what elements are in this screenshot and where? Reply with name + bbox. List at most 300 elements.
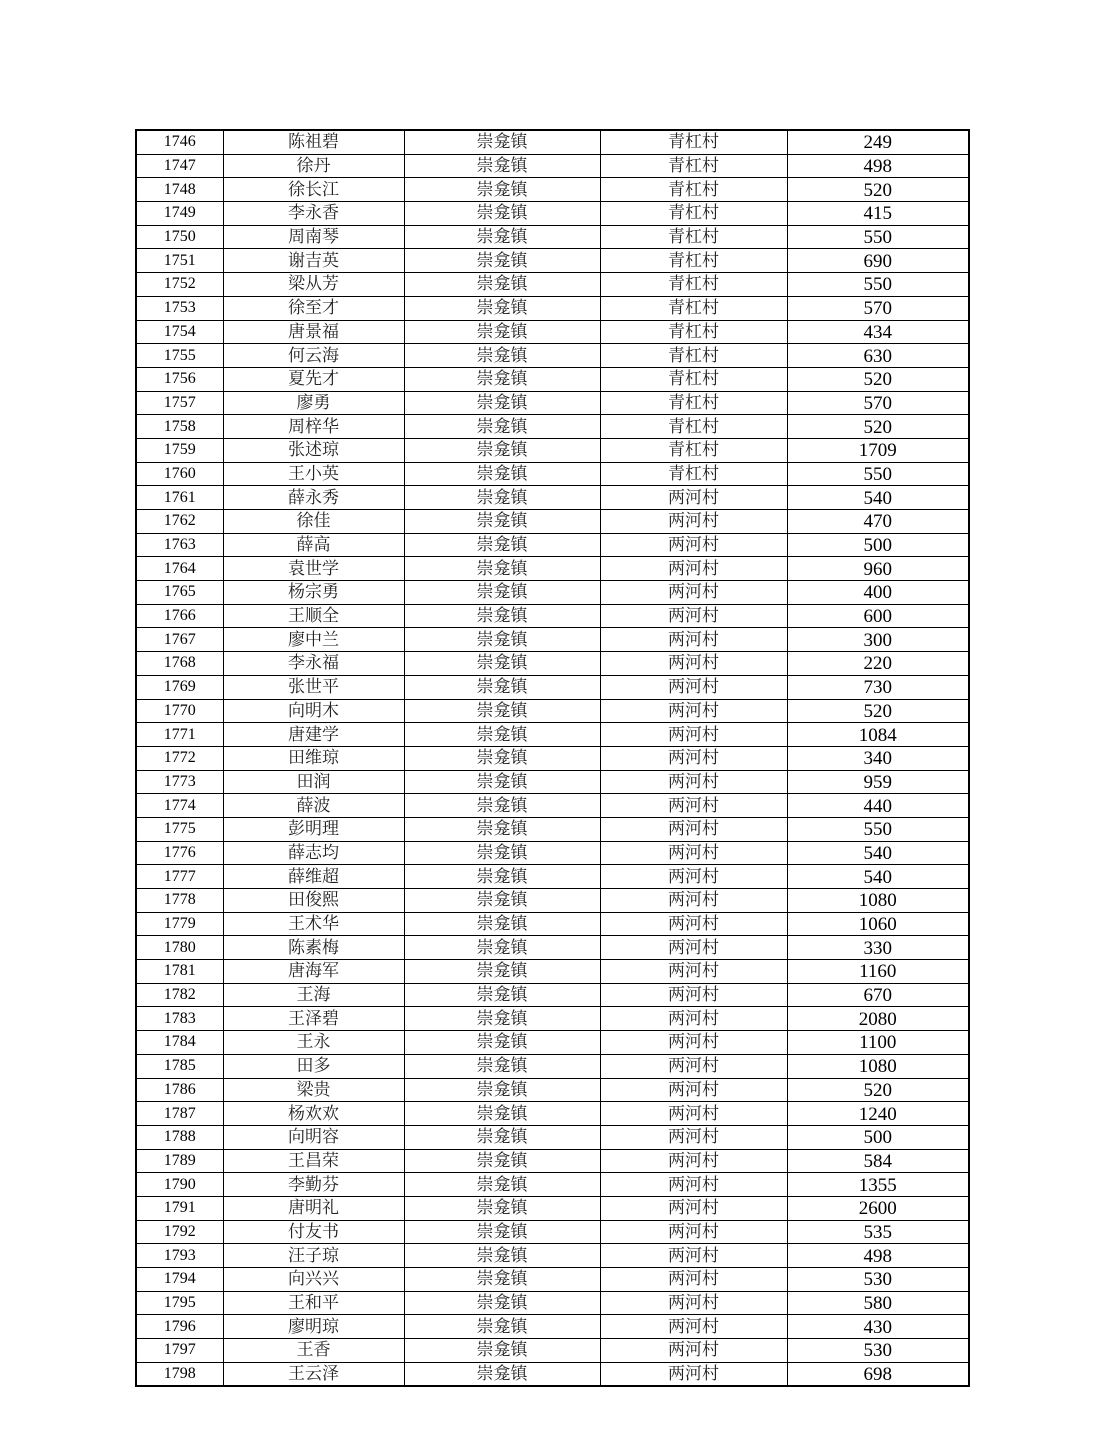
cell-town: 崇龛镇 [404,462,600,486]
cell-amount: 530 [787,1268,969,1292]
table-row [136,723,969,747]
cell-amount: 630 [787,344,969,368]
cell-town: 崇龛镇 [404,936,600,960]
cell-town: 崇龛镇 [404,675,600,699]
cell-village: 两河村 [600,865,787,889]
cell-amount: 580 [787,1291,969,1315]
cell-town: 崇龛镇 [404,1125,600,1149]
cell-number: 1747 [136,154,223,178]
table-row [136,912,969,936]
cell-town: 崇龛镇 [404,983,600,1007]
cell-number: 1766 [136,604,223,628]
cell-number: 1779 [136,912,223,936]
cell-town: 崇龛镇 [404,273,600,297]
cell-name: 薛志均 [223,841,404,865]
cell-town: 崇龛镇 [404,1220,600,1244]
table-row [136,865,969,889]
cell-amount: 670 [787,983,969,1007]
cell-amount: 540 [787,486,969,510]
table-row [136,1268,969,1292]
cell-village: 两河村 [600,1244,787,1268]
cell-amount: 550 [787,817,969,841]
cell-town: 崇龛镇 [404,746,600,770]
cell-name: 汪子琼 [223,1244,404,1268]
table-row [136,202,969,226]
cell-name: 廖勇 [223,391,404,415]
cell-village: 两河村 [600,841,787,865]
cell-town: 崇龛镇 [404,841,600,865]
table-row [136,746,969,770]
cell-village: 两河村 [600,723,787,747]
cell-amount: 550 [787,225,969,249]
cell-name: 向明容 [223,1125,404,1149]
cell-number: 1790 [136,1173,223,1197]
cell-village: 两河村 [600,960,787,984]
cell-name: 张述琼 [223,438,404,462]
cell-number: 1752 [136,273,223,297]
cell-amount: 584 [787,1149,969,1173]
cell-village: 两河村 [600,1315,787,1339]
table-row [136,249,969,273]
cell-village: 两河村 [600,770,787,794]
cell-village: 两河村 [600,675,787,699]
cell-amount: 520 [787,178,969,202]
cell-amount: 530 [787,1339,969,1363]
cell-number: 1751 [136,249,223,273]
cell-village: 青杠村 [600,344,787,368]
cell-village: 两河村 [600,794,787,818]
cell-amount: 570 [787,296,969,320]
cell-number: 1754 [136,320,223,344]
table-row [136,273,969,297]
table-row [136,1031,969,1055]
cell-name: 薛维超 [223,865,404,889]
cell-amount: 960 [787,557,969,581]
table-row [136,1078,969,1102]
cell-name: 唐明礼 [223,1196,404,1220]
cell-town: 崇龛镇 [404,628,600,652]
cell-name: 王昌荣 [223,1149,404,1173]
cell-amount: 540 [787,865,969,889]
cell-number: 1791 [136,1196,223,1220]
cell-name: 王小英 [223,462,404,486]
cell-name: 梁贵 [223,1078,404,1102]
cell-name: 唐海军 [223,960,404,984]
cell-village: 两河村 [600,1362,787,1386]
cell-number: 1789 [136,1149,223,1173]
cell-amount: 249 [787,130,969,154]
cell-number: 1793 [136,1244,223,1268]
cell-number: 1786 [136,1078,223,1102]
cell-number: 1781 [136,960,223,984]
cell-amount: 340 [787,746,969,770]
cell-village: 两河村 [600,652,787,676]
cell-number: 1753 [136,296,223,320]
table-row [136,1362,969,1386]
cell-name: 王和平 [223,1291,404,1315]
cell-name: 王云泽 [223,1362,404,1386]
table-row [136,320,969,344]
cell-name: 薛高 [223,533,404,557]
cell-town: 崇龛镇 [404,794,600,818]
cell-number: 1763 [136,533,223,557]
cell-number: 1788 [136,1125,223,1149]
cell-amount: 570 [787,391,969,415]
cell-town: 崇龛镇 [404,770,600,794]
cell-village: 两河村 [600,604,787,628]
cell-number: 1761 [136,486,223,510]
cell-name: 王永 [223,1031,404,1055]
cell-number: 1756 [136,367,223,391]
cell-town: 崇龛镇 [404,154,600,178]
table-row [136,960,969,984]
cell-name: 王术华 [223,912,404,936]
cell-amount: 1084 [787,723,969,747]
cell-number: 1784 [136,1031,223,1055]
cell-name: 徐丹 [223,154,404,178]
table-row [136,1102,969,1126]
cell-number: 1767 [136,628,223,652]
cell-amount: 520 [787,699,969,723]
cell-village: 两河村 [600,581,787,605]
cell-name: 廖中兰 [223,628,404,652]
table-row [136,130,969,154]
cell-village: 两河村 [600,628,787,652]
cell-amount: 500 [787,1125,969,1149]
table-row [136,675,969,699]
table-row [136,462,969,486]
cell-name: 梁从芳 [223,273,404,297]
table-row [136,1007,969,1031]
table-row [136,699,969,723]
cell-number: 1770 [136,699,223,723]
cell-town: 崇龛镇 [404,723,600,747]
cell-amount: 1240 [787,1102,969,1126]
cell-number: 1773 [136,770,223,794]
cell-village: 青杠村 [600,273,787,297]
cell-town: 崇龛镇 [404,1268,600,1292]
cell-name: 何云海 [223,344,404,368]
cell-amount: 470 [787,510,969,534]
cell-number: 1771 [136,723,223,747]
cell-amount: 498 [787,154,969,178]
table-row [136,889,969,913]
cell-amount: 330 [787,936,969,960]
cell-village: 两河村 [600,1339,787,1363]
cell-village: 两河村 [600,1054,787,1078]
cell-village: 两河村 [600,510,787,534]
cell-name: 周梓华 [223,415,404,439]
cell-number: 1777 [136,865,223,889]
cell-name: 薛永秀 [223,486,404,510]
cell-village: 两河村 [600,746,787,770]
table-row [136,841,969,865]
table-row [136,486,969,510]
roster-table-body [136,130,969,1386]
cell-town: 崇龛镇 [404,415,600,439]
cell-amount: 1100 [787,1031,969,1055]
cell-amount: 550 [787,273,969,297]
cell-village: 两河村 [600,533,787,557]
cell-amount: 1160 [787,960,969,984]
cell-number: 1746 [136,130,223,154]
cell-town: 崇龛镇 [404,912,600,936]
table-row [136,604,969,628]
cell-name: 李永福 [223,652,404,676]
table-row [136,1291,969,1315]
cell-village: 两河村 [600,1125,787,1149]
table-row [136,178,969,202]
cell-town: 崇龛镇 [404,1173,600,1197]
table-row [136,817,969,841]
cell-town: 崇龛镇 [404,510,600,534]
cell-town: 崇龛镇 [404,1078,600,1102]
table-row [136,367,969,391]
cell-town: 崇龛镇 [404,296,600,320]
cell-name: 王海 [223,983,404,1007]
cell-village: 两河村 [600,1149,787,1173]
cell-village: 两河村 [600,699,787,723]
cell-town: 崇龛镇 [404,344,600,368]
cell-town: 崇龛镇 [404,367,600,391]
cell-name: 付友书 [223,1220,404,1244]
cell-town: 崇龛镇 [404,1339,600,1363]
cell-number: 1758 [136,415,223,439]
table-row [136,581,969,605]
cell-town: 崇龛镇 [404,1102,600,1126]
cell-amount: 535 [787,1220,969,1244]
cell-village: 两河村 [600,1102,787,1126]
table-row [136,391,969,415]
cell-amount: 500 [787,533,969,557]
cell-town: 崇龛镇 [404,1362,600,1386]
cell-number: 1797 [136,1339,223,1363]
cell-number: 1762 [136,510,223,534]
cell-town: 崇龛镇 [404,1244,600,1268]
table-row [136,794,969,818]
table-row [136,1220,969,1244]
cell-amount: 1355 [787,1173,969,1197]
cell-amount: 415 [787,202,969,226]
cell-number: 1798 [136,1362,223,1386]
cell-number: 1772 [136,746,223,770]
table-row [136,628,969,652]
cell-number: 1775 [136,817,223,841]
cell-number: 1765 [136,581,223,605]
cell-name: 廖明琼 [223,1315,404,1339]
cell-town: 崇龛镇 [404,249,600,273]
cell-village: 青杠村 [600,154,787,178]
cell-amount: 440 [787,794,969,818]
cell-number: 1774 [136,794,223,818]
cell-name: 唐景福 [223,320,404,344]
cell-town: 崇龛镇 [404,225,600,249]
cell-number: 1759 [136,438,223,462]
table-row [136,652,969,676]
table-row [136,533,969,557]
table-row [136,510,969,534]
table-row [136,1173,969,1197]
cell-number: 1764 [136,557,223,581]
cell-amount: 698 [787,1362,969,1386]
cell-amount: 520 [787,367,969,391]
cell-number: 1783 [136,1007,223,1031]
cell-amount: 520 [787,415,969,439]
cell-amount: 959 [787,770,969,794]
table-row [136,225,969,249]
cell-town: 崇龛镇 [404,486,600,510]
cell-village: 两河村 [600,1078,787,1102]
cell-amount: 1709 [787,438,969,462]
cell-name: 谢吉英 [223,249,404,273]
cell-town: 崇龛镇 [404,604,600,628]
cell-number: 1776 [136,841,223,865]
cell-name: 徐佳 [223,510,404,534]
cell-number: 1778 [136,889,223,913]
table-row [136,415,969,439]
cell-name: 薛波 [223,794,404,818]
cell-village: 两河村 [600,1291,787,1315]
cell-name: 陈素梅 [223,936,404,960]
cell-village: 青杠村 [600,249,787,273]
cell-village: 两河村 [600,912,787,936]
cell-number: 1755 [136,344,223,368]
cell-amount: 730 [787,675,969,699]
cell-name: 张世平 [223,675,404,699]
cell-village: 青杠村 [600,367,787,391]
cell-town: 崇龛镇 [404,960,600,984]
cell-village: 两河村 [600,1268,787,1292]
cell-name: 田多 [223,1054,404,1078]
cell-town: 崇龛镇 [404,1315,600,1339]
table-row [136,770,969,794]
cell-village: 两河村 [600,1173,787,1197]
cell-village: 青杠村 [600,438,787,462]
cell-village: 两河村 [600,983,787,1007]
cell-number: 1794 [136,1268,223,1292]
cell-number: 1748 [136,178,223,202]
cell-village: 青杠村 [600,391,787,415]
cell-number: 1782 [136,983,223,1007]
table-row [136,1196,969,1220]
cell-number: 1768 [136,652,223,676]
cell-amount: 1060 [787,912,969,936]
table-row [136,1149,969,1173]
cell-name: 田润 [223,770,404,794]
cell-amount: 2080 [787,1007,969,1031]
cell-town: 崇龛镇 [404,438,600,462]
table-row [136,344,969,368]
cell-number: 1796 [136,1315,223,1339]
table-row [136,1339,969,1363]
cell-town: 崇龛镇 [404,557,600,581]
table-row [136,936,969,960]
cell-town: 崇龛镇 [404,1291,600,1315]
cell-amount: 540 [787,841,969,865]
cell-town: 崇龛镇 [404,889,600,913]
cell-name: 李勤芬 [223,1173,404,1197]
cell-amount: 300 [787,628,969,652]
cell-name: 向兴兴 [223,1268,404,1292]
cell-town: 崇龛镇 [404,699,600,723]
cell-town: 崇龛镇 [404,1196,600,1220]
cell-number: 1769 [136,675,223,699]
cell-amount: 498 [787,1244,969,1268]
cell-village: 青杠村 [600,225,787,249]
table-row [136,1125,969,1149]
table-row [136,438,969,462]
cell-village: 青杠村 [600,415,787,439]
table-row [136,983,969,1007]
cell-name: 向明木 [223,699,404,723]
cell-number: 1787 [136,1102,223,1126]
cell-town: 崇龛镇 [404,178,600,202]
cell-amount: 550 [787,462,969,486]
cell-name: 王顺全 [223,604,404,628]
cell-village: 青杠村 [600,462,787,486]
cell-town: 崇龛镇 [404,130,600,154]
cell-town: 崇龛镇 [404,391,600,415]
cell-amount: 220 [787,652,969,676]
cell-name: 杨欢欢 [223,1102,404,1126]
table-row [136,1244,969,1268]
cell-village: 两河村 [600,936,787,960]
cell-town: 崇龛镇 [404,533,600,557]
cell-village: 两河村 [600,557,787,581]
cell-town: 崇龛镇 [404,865,600,889]
cell-village: 两河村 [600,486,787,510]
cell-village: 两河村 [600,1196,787,1220]
cell-village: 两河村 [600,1031,787,1055]
cell-name: 陈祖碧 [223,130,404,154]
cell-name: 李永香 [223,202,404,226]
cell-town: 崇龛镇 [404,581,600,605]
table-row [136,557,969,581]
cell-amount: 430 [787,1315,969,1339]
cell-amount: 1080 [787,889,969,913]
cell-number: 1785 [136,1054,223,1078]
cell-name: 王泽碧 [223,1007,404,1031]
cell-village: 青杠村 [600,320,787,344]
cell-village: 两河村 [600,1220,787,1244]
cell-amount: 434 [787,320,969,344]
cell-amount: 2600 [787,1196,969,1220]
cell-name: 王香 [223,1339,404,1363]
table-row [136,1315,969,1339]
cell-name: 彭明理 [223,817,404,841]
cell-amount: 1080 [787,1054,969,1078]
roster-table [135,129,970,1387]
cell-town: 崇龛镇 [404,1031,600,1055]
cell-number: 1760 [136,462,223,486]
cell-amount: 600 [787,604,969,628]
cell-town: 崇龛镇 [404,1054,600,1078]
cell-name: 袁世学 [223,557,404,581]
cell-village: 两河村 [600,889,787,913]
cell-name: 田维琼 [223,746,404,770]
cell-town: 崇龛镇 [404,202,600,226]
cell-number: 1792 [136,1220,223,1244]
cell-town: 崇龛镇 [404,1149,600,1173]
cell-village: 青杠村 [600,178,787,202]
cell-name: 周南琴 [223,225,404,249]
cell-name: 徐至才 [223,296,404,320]
cell-amount: 400 [787,581,969,605]
cell-name: 唐建学 [223,723,404,747]
cell-village: 青杠村 [600,296,787,320]
cell-village: 青杠村 [600,202,787,226]
cell-number: 1749 [136,202,223,226]
